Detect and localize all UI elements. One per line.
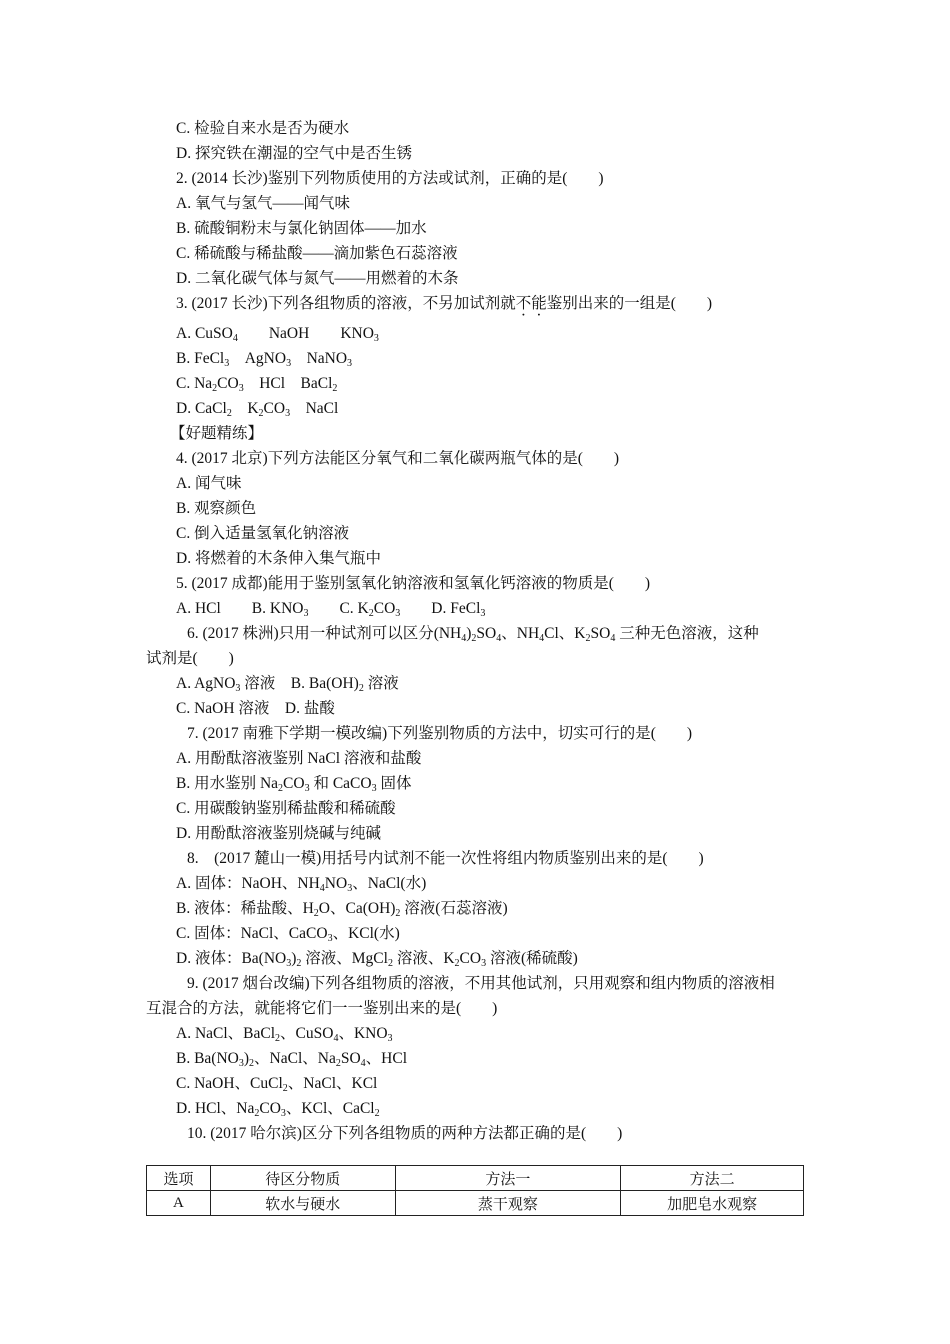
text-line: 8. (2017 麓山一模)用括号内试剂不能一次性将组内物质鉴别出来的是( ) [187, 850, 704, 867]
text-line: 3. (2017 长沙)下列各组物质的溶液，不另加试剂就不能鉴别出来的一组是( ) [176, 295, 713, 312]
text-line: C. 检验自来水是否为硬水 [176, 120, 350, 137]
text-line: D. CaCl$_2$ $K_2CO_3$ NaCl [176, 400, 339, 419]
table-cell: 软水与硬水 [210, 1191, 395, 1216]
text-line: A. AgNO$_3$ 溶液 B. $Ba(OH)_2$ 溶液 [176, 675, 399, 694]
text-line: 【好题精练】 [170, 425, 264, 442]
text-line: A. 固体：NaOH、$NH_4NO_3$、NaCl(水) [176, 875, 427, 894]
table-cell: 加肥皂水观察 [621, 1191, 804, 1216]
text-line: 9. (2017 烟台改编)下列各组物质的溶液，不用其他试剂，只用观察和组内物质的溶液相 [187, 975, 775, 992]
text-line: B. FeCl$_3$ AgNO$_3$ NaNO$_3$ [176, 350, 353, 369]
text-line: 7. (2017 南雅下学期一模改编)下列鉴别物质的方法中，切实可行的是( ) [187, 725, 693, 742]
text-line: A. HCl B. $KNO_3$ C. $K_2CO_3$ D. FeCl$_3$ [176, 600, 486, 619]
text-line: C. $Na_2CO_3$ HCl BaCl$_2$ [176, 375, 338, 394]
text-line: C. 用碳酸钠鉴别稀盐酸和稀硫酸 [176, 800, 396, 817]
text-line: 6. (2017 株洲)只用一种试剂可以区分$(NH_4)_2SO_4$、$NH_4Cl$、$K_2SO_4$ 三种无色溶液，这种 [187, 625, 759, 644]
text-line: B. 硫酸铜粉末与氯化钠固体——加水 [176, 220, 427, 237]
text-line: C. 稀硫酸与稀盐酸——滴加紫色石蕊溶液 [176, 245, 458, 262]
table-cell: 蒸干观察 [395, 1191, 621, 1216]
text-line: A. 闻气味 [176, 475, 242, 492]
text-line: D. 液体：$Ba(NO_3)_2$ 溶液、MgCl$_2$ 溶液、$K_2CO_3$ 溶液(稀硫酸) [176, 950, 578, 969]
text-line: A. NaCl、BaCl$_2$、CuSO$_4$、$KNO_3$ [176, 1025, 393, 1044]
table-header-cell: 待区分物质 [210, 1166, 395, 1191]
text-line: B. 液体：稀盐酸、$H_2O$、$Ca(OH)_2$ 溶液(石蕊溶液) [176, 900, 508, 919]
text-line: D. 二氧化碳气体与氮气——用燃着的木条 [176, 270, 459, 287]
answer-table [146, 1165, 804, 1216]
table-row [147, 1191, 804, 1216]
text-line: 试剂是( ) [146, 650, 234, 667]
text-line: 10. (2017 哈尔滨)区分下列各组物质的两种方法都正确的是( ) [187, 1125, 623, 1142]
text-line: 5. (2017 成都)能用于鉴别氢氧化钠溶液和氢氧化钙溶液的物质是( ) [176, 575, 651, 592]
text-line: 2. (2014 长沙)鉴别下列物质使用的方法或试剂，正确的是( ) [176, 170, 604, 187]
text-line: 4. (2017 北京)下列方法能区分氧气和二氧化碳两瓶气体的是( ) [176, 450, 620, 467]
table-cell: A [147, 1191, 211, 1216]
text-line: D. 探究铁在潮湿的空气中是否生锈 [176, 145, 412, 162]
text-line: A. 用酚酞溶液鉴别 NaCl 溶液和盐酸 [176, 750, 422, 767]
text-line: D. 用酚酞溶液鉴别烧碱与纯碱 [176, 825, 381, 842]
table-header-cell: 方法一 [395, 1166, 621, 1191]
text-line: C. 倒入适量氢氧化钠溶液 [176, 525, 350, 542]
text-line: 互混合的方法，就能将它们一一鉴别出来的是( ) [146, 1000, 498, 1017]
text-line: B. $Ba(NO_3)_2$、NaCl、$Na_2SO_4$、HCl [176, 1050, 407, 1069]
text-line: C. NaOH 溶液 D. 盐酸 [176, 700, 335, 717]
text-line: A. 氧气与氢气——闻气味 [176, 195, 350, 212]
text-line: B. 观察颜色 [176, 500, 257, 517]
text-line: C. NaOH、CuCl$_2$、NaCl、KCl [176, 1075, 378, 1094]
table-header-cell: 方法二 [621, 1166, 804, 1191]
text-line: D. HCl、$Na_2CO_3$、KCl、CaCl$_2$ [176, 1100, 380, 1119]
table-header-row [147, 1166, 804, 1191]
text-line: A. CuSO$_4$ NaOH $KNO_3$ [176, 325, 379, 344]
text-line: D. 将燃着的木条伸入集气瓶中 [176, 550, 381, 567]
text-line: C. 固体：NaCl、CaCO$_3$、KCl(水) [176, 925, 400, 944]
text-line: B. 用水鉴别 $Na_2CO_3$ 和 CaCO$_3$ 固体 [176, 775, 412, 794]
table-header-cell: 选项 [147, 1166, 211, 1191]
